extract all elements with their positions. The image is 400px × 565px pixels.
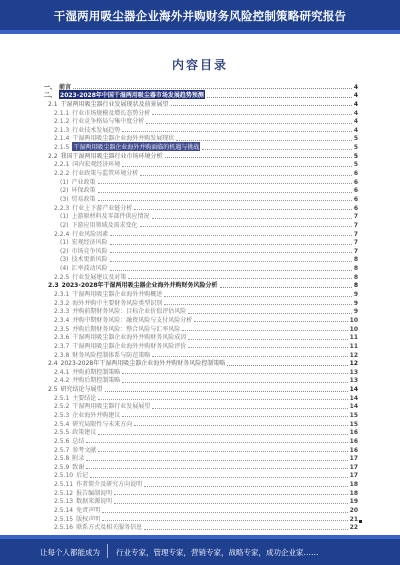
toc-entry-page: 9 <box>353 308 358 316</box>
report-header <box>0 0 400 34</box>
toc-entry-number: 2.5.10 <box>54 472 74 480</box>
toc-leader-dots <box>165 157 352 158</box>
toc-entry-text: 行业发展建议及对策 <box>72 273 127 281</box>
toc-entry-number: 2.4.2 <box>54 377 70 385</box>
toc-entry-text: 产业政策 <box>71 178 96 186</box>
toc-entry-page: 7 <box>353 221 358 229</box>
toc-entry-number: 2.5.2 <box>54 403 70 411</box>
toc-leader-dots <box>98 183 352 184</box>
toc-entry-text: 贸易政策 <box>71 195 96 203</box>
toc-entry-page: 8 <box>353 265 358 273</box>
toc-entry-text: 并购中期财务风险：融资风险与支付风险分析 <box>72 316 193 324</box>
toc-leader-dots <box>102 520 348 521</box>
toc-leader-dots <box>140 175 352 176</box>
table-of-contents <box>44 82 358 531</box>
toc-leader-dots <box>98 399 347 400</box>
toc-leader-dots <box>188 339 347 340</box>
toc-leader-dots <box>182 330 347 331</box>
toc-entry[interactable] <box>44 454 358 463</box>
toc-entry-text: 干湿两用吸尘器企业海外并购面临的机遇与挑战 <box>73 144 200 152</box>
toc-entry-number: 2.5.9 <box>54 463 70 471</box>
toc-entry-page: 4 <box>353 109 358 117</box>
toc-entry-page: 10 <box>349 316 358 324</box>
toc-leader-dots <box>176 140 352 141</box>
toc-entry-number: 2.5.15 <box>54 515 74 523</box>
toc-entry-page: 11 <box>349 342 358 350</box>
toc-entry-text: 主要结论 <box>72 394 97 402</box>
toc-leader-dots <box>134 209 352 210</box>
toc-entry-number: 2.2.2 <box>54 170 70 178</box>
toc-entry-page: 17 <box>349 463 358 471</box>
toc-entry-text: 参考文献 <box>72 446 97 454</box>
toc-entry-page: 21 <box>349 515 358 523</box>
toc-entry-text: 前言 <box>59 83 72 91</box>
toc-entry-text: 市场竞争风险 <box>71 247 108 255</box>
toc-entry-page: 15 <box>349 420 358 428</box>
toc-entry-text: 技术更新风险 <box>71 256 108 264</box>
toc-entry-page: 10 <box>349 325 358 333</box>
toc-entry-page: 7 <box>353 247 358 255</box>
toc-entry-number: 2.1.5 <box>54 144 70 152</box>
toc-leader-dots <box>202 149 352 150</box>
toc-entry-text: 作者简介及研究方向说明 <box>76 481 143 489</box>
toc-leader-dots <box>122 373 347 374</box>
toc-entry[interactable] <box>44 428 358 437</box>
toc-leader-dots <box>122 131 352 132</box>
toc-entry-number: 二、 <box>44 92 57 100</box>
toc-entry-number: 2.1 <box>48 100 58 108</box>
toc-entry-page: 6 <box>353 195 358 203</box>
toc-leader-dots <box>105 391 348 392</box>
toc-entry-page: 16 <box>349 429 358 437</box>
toc-entry-text: 干湿两用吸尘器行业发展展望 <box>72 403 151 411</box>
toc-entry-number: 一、 <box>44 83 57 91</box>
toc-entry-number: 2.2.5 <box>54 273 70 281</box>
toc-entry-number: 2.3.8 <box>54 351 70 359</box>
toc-entry-page: 5 <box>353 135 358 143</box>
toc-entry-number: (1) <box>60 213 69 221</box>
toc-leader-dots <box>140 226 352 227</box>
toc-entry-page: 17 <box>349 472 358 480</box>
footer-slogan: 让每个人都能成为 <box>40 548 100 557</box>
toc-entry-page: 9 <box>353 299 358 307</box>
toc-leader-dots <box>220 287 352 288</box>
toc-entry-page: 17 <box>349 455 358 463</box>
toc-leader-dots <box>114 503 348 504</box>
toc-entry-page: 6 <box>353 187 358 195</box>
toc-entry-page: 8 <box>353 256 358 264</box>
toc-entry-page: 14 <box>349 403 358 411</box>
toc-entry-number: (1) <box>60 239 69 247</box>
toc-entry-text: 干湿两用吸尘器企业海外并购概述 <box>72 291 163 299</box>
toc-entry-text: 免责声明 <box>76 507 101 515</box>
toc-entry-text: 行业上下游产业链分析 <box>72 204 133 212</box>
toc-entry-text: 海外并购中主要财务风险类型识别 <box>72 299 163 307</box>
toc-leader-dots <box>194 321 347 322</box>
toc-entry-page: 20 <box>349 507 358 515</box>
toc-entry-number: (2) <box>60 221 69 229</box>
toc-leader-dots <box>164 296 352 297</box>
toc-entry-text: 宏观经济风险 <box>71 239 108 247</box>
toc-entry-number: (2) <box>60 247 69 255</box>
toc-entry-text: 干湿两用吸尘器企业海外并购发展现状 <box>72 135 175 143</box>
toc-leader-dots <box>102 512 348 513</box>
toc-entry-page: 4 <box>353 100 358 108</box>
toc-leader-dots <box>134 425 347 426</box>
toc-entry-number: 2.5.8 <box>54 455 70 463</box>
toc-leader-dots <box>122 382 347 383</box>
toc-entry-number: 2.5.7 <box>54 446 70 454</box>
toc-entry-text: 政策建议 <box>72 429 97 437</box>
toc-entry-number: 2.4.1 <box>54 368 70 376</box>
toc-entry-number: 2.1.4 <box>54 135 70 143</box>
toc-entry-number: 2.5.4 <box>54 420 70 428</box>
toc-leader-dots <box>207 97 352 98</box>
toc-entry-page: 5 <box>353 152 358 160</box>
toc-entry-text: 并购前期财务风险：目标企业价值评估风险 <box>72 308 187 316</box>
toc-entry-text: 企业海外并购建议 <box>72 411 121 419</box>
toc-entry-number: (3) <box>60 195 69 203</box>
toc-entry-number: 2.2.4 <box>54 230 70 238</box>
toc-entry-page: 15 <box>349 411 358 419</box>
toc-leader-dots <box>110 244 352 245</box>
toc-entry-number: 2.3.3 <box>54 308 70 316</box>
toc-entry-number: 2.5.5 <box>54 429 70 437</box>
toc-entry-number: 2.5.14 <box>54 507 74 515</box>
toc-leader-dots <box>90 477 348 478</box>
toc-leader-dots <box>171 105 352 106</box>
page-marker <box>359 520 362 523</box>
toc-leader-dots <box>73 88 352 89</box>
toc-entry-page: 4 <box>353 92 358 100</box>
toc-entry-page: 16 <box>349 437 358 445</box>
toc-entry[interactable] <box>44 523 358 532</box>
toc-entry-page: 18 <box>349 489 358 497</box>
toc-entry-page: 5 <box>353 161 358 169</box>
toc-entry-page: 8 <box>353 282 358 290</box>
toc-entry-number: 2.5.6 <box>54 437 70 445</box>
toc-entry-text: 行业政策与监管环境分析 <box>72 170 139 178</box>
toc-entry-text: 附录 <box>72 455 85 463</box>
toc-entry-number: 2.1.2 <box>54 118 70 126</box>
toc-leader-dots <box>122 166 352 167</box>
toc-entry-number: 2.1.1 <box>54 109 70 117</box>
toc-leader-dots <box>128 278 352 279</box>
toc-entry-text: 2023-2028年中国干湿两用吸尘器市场发展趋势预测 <box>60 92 204 100</box>
toc-entry-text: 版权声明 <box>76 515 101 523</box>
toc-leader-dots <box>98 451 347 452</box>
toc-entry-text: 后记 <box>76 472 89 480</box>
toc-leader-dots <box>144 486 348 487</box>
toc-entry-number: 2.3.4 <box>54 316 70 324</box>
toc-leader-dots <box>152 114 352 115</box>
toc-entry-number: 2.5.12 <box>54 489 74 497</box>
toc-leader-dots <box>114 494 348 495</box>
footer-divider <box>107 544 108 558</box>
toc-entry-number: 2.3.2 <box>54 299 70 307</box>
toc-entry-number: (4) <box>60 265 69 273</box>
toc-entry-text: 并购后期财务风险：整合风险与汇率风险 <box>72 325 181 333</box>
report-footer <box>0 535 400 565</box>
toc-entry-number: 2.5.16 <box>54 524 74 532</box>
toc-entry-number: 2.2.1 <box>54 161 70 169</box>
toc-entry-text: 总结 <box>72 437 85 445</box>
toc-entry-page: 16 <box>349 446 358 454</box>
toc-entry[interactable] <box>44 462 358 471</box>
toc-entry-text: 国内宏观经济环境 <box>72 161 121 169</box>
toc-leader-dots <box>110 270 352 271</box>
toc-entry-text: 2023-2028年干湿两用吸尘器企业海外并购财务风险控制策略 <box>60 360 226 368</box>
toc-leader-dots <box>152 356 347 357</box>
toc-entry-page: 4 <box>353 83 358 91</box>
toc-entry-text: 财务风险控制体系与防范策略 <box>72 351 151 359</box>
toc-entry-number: (1) <box>60 178 69 186</box>
toc-entry-page: 14 <box>349 394 358 402</box>
toc-leader-dots <box>98 200 352 201</box>
toc-entry-number: 2.5 <box>48 386 58 394</box>
toc-leader-dots <box>98 434 347 435</box>
toc-leader-dots <box>146 123 352 124</box>
toc-entry-text: 报告编制说明 <box>76 489 113 497</box>
toc-entry-text: 我国干湿两用吸尘器行业市场环境分析 <box>60 152 163 160</box>
toc-entry-text: 致谢 <box>72 463 85 471</box>
toc-entry-page: 4 <box>353 126 358 134</box>
toc-entry-text: 干湿两用吸尘器行业发展现状及前景展望 <box>60 100 169 108</box>
toc-entry-text: 并购前期控制策略 <box>72 368 121 376</box>
toc-entry-text: 上游原材料及零部件供应情况 <box>71 213 150 221</box>
toc-leader-dots <box>164 304 352 305</box>
toc-entry-number: 2.3 <box>48 282 59 290</box>
footer-stripe <box>0 535 400 539</box>
toc-entry-text: 行业市场规模及增长态势分析 <box>72 109 151 117</box>
header-stripe <box>0 30 400 34</box>
toc-entry-text: 环保政策 <box>71 187 96 195</box>
toc-entry-number: 2.5.3 <box>54 411 70 419</box>
toc-entry-page: 6 <box>353 170 358 178</box>
toc-heading: 内容目录 <box>171 58 228 72</box>
toc-leader-dots <box>144 529 348 530</box>
toc-entry-text: 联系方式及相关服务信息 <box>76 524 143 532</box>
toc-entry-text: 行业风险因素 <box>72 230 109 238</box>
toc-entry-page: 7 <box>353 230 358 238</box>
toc-entry-page: 6 <box>353 204 358 212</box>
toc-entry-text: 行业竞争格局与集中度分析 <box>72 118 145 126</box>
toc-entry-number: (3) <box>60 256 69 264</box>
toc-entry-text: 下游应用领域及需求变化 <box>71 221 138 229</box>
toc-entry-number: 2.5.13 <box>54 498 74 506</box>
toc-entry-text: 干湿两用吸尘器企业海外并购财务风险成因 <box>72 334 187 342</box>
toc-entry-page: 22 <box>349 524 358 532</box>
toc-entry-page: 7 <box>353 213 358 221</box>
toc-leader-dots <box>188 347 347 348</box>
toc-entry-text: 研究局限性与未来方向 <box>72 420 133 428</box>
toc-entry-page: 11 <box>349 334 358 342</box>
toc-leader-dots <box>188 313 352 314</box>
toc-entry-page: 12 <box>349 360 358 368</box>
toc-entry-page: 7 <box>353 239 358 247</box>
toc-leader-dots <box>122 416 347 417</box>
toc-entry-number: 2.1.3 <box>54 126 70 134</box>
toc-entry-page: 8 <box>353 273 358 281</box>
toc-entry-text: 研究结论与展望 <box>60 386 103 394</box>
toc-entry-text: 行业技术发展趋势 <box>72 126 121 134</box>
toc-entry-text: 并购后期控制策略 <box>72 377 121 385</box>
toc-entry-text: 干湿两用吸尘器企业海外并购财务风险评价 <box>72 342 187 350</box>
toc-entry-number: 2.2 <box>48 152 58 160</box>
toc-leader-dots <box>98 192 352 193</box>
toc-entry-page: 18 <box>349 481 358 489</box>
toc-leader-dots <box>152 218 352 219</box>
toc-entry-number: (2) <box>60 187 69 195</box>
toc-entry-text: 汇率波动风险 <box>71 265 108 273</box>
toc-entry-number: 2.2.3 <box>54 204 70 212</box>
report-title: 干湿两用吸尘器企业海外并购财务风险控制策略研究报告 <box>53 9 347 23</box>
toc-entry-page: 9 <box>353 291 358 299</box>
toc-leader-dots <box>86 442 347 443</box>
toc-leader-dots <box>227 365 347 366</box>
toc-entry-page: 6 <box>353 178 358 186</box>
toc-leader-dots <box>110 261 352 262</box>
toc-entry-number: 2.4 <box>48 360 58 368</box>
toc-entry-number: 2.5.1 <box>54 394 70 402</box>
toc-entry-page: 5 <box>353 144 358 152</box>
toc-entry-number: 2.3.7 <box>54 342 70 350</box>
toc-entry-number: 2.3.5 <box>54 325 70 333</box>
toc-leader-dots <box>110 252 352 253</box>
toc-entry-number: 2.3.1 <box>54 291 70 299</box>
toc-entry-number: 2.3.6 <box>54 334 70 342</box>
toc-leader-dots <box>86 468 347 469</box>
toc-leader-dots <box>152 408 347 409</box>
toc-entry-text: 2023-2028年干湿两用吸尘器企业海外并购财务风险分析 <box>61 282 218 290</box>
toc-entry-page: 14 <box>349 386 358 394</box>
toc-leader-dots <box>86 460 347 461</box>
toc-entry-page: 13 <box>349 368 358 376</box>
toc-entry-page: 13 <box>349 377 358 385</box>
toc-entry-number: 2.5.11 <box>54 481 74 489</box>
toc-leader-dots <box>110 235 352 236</box>
toc-entry-page: 12 <box>349 351 358 359</box>
toc-entry[interactable] <box>44 445 358 454</box>
footer-tags: 行业专家，管理专家，营销专家，战略专家，成功企业家…… <box>116 548 319 557</box>
toc-entry-page: 19 <box>349 498 358 506</box>
toc-entry-page: 4 <box>353 118 358 126</box>
toc-entry-text: 数据来源说明 <box>76 498 113 506</box>
